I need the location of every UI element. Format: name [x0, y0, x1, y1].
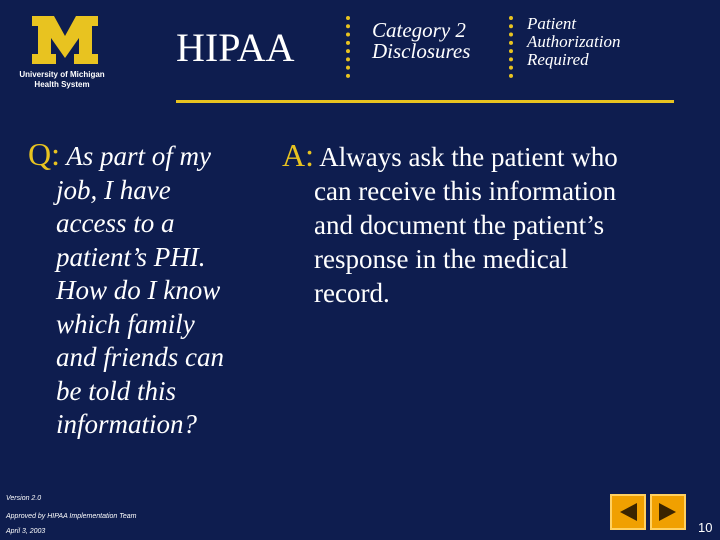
- footer-date: April 3, 2003: [6, 528, 46, 535]
- header-title: HIPAA: [176, 25, 295, 70]
- answer-block: [282, 138, 712, 310]
- patient-line-3: Required: [527, 50, 589, 69]
- question-line: information?: [56, 409, 198, 439]
- header-category: [372, 20, 470, 62]
- previous-slide-button[interactable]: [610, 494, 646, 530]
- header-divider: [509, 16, 513, 78]
- logo-line-2: Health System: [34, 80, 90, 89]
- question-line: be told this: [56, 375, 176, 406]
- triangle-right-icon: [657, 501, 679, 523]
- answer-line: and document the patient’s: [314, 210, 605, 240]
- page-number: 10: [698, 520, 713, 535]
- question-line: As part of my: [66, 141, 212, 171]
- next-slide-button[interactable]: [650, 494, 686, 530]
- logo-text: [8, 70, 116, 90]
- patient-line-1: Patient: [527, 14, 577, 33]
- question-line: access to a: [56, 208, 175, 238]
- triangle-left-icon: [617, 501, 639, 523]
- answer-line: response in the medical: [314, 244, 569, 274]
- header-divider: [346, 16, 350, 78]
- answer-line: can receive this information: [314, 176, 617, 206]
- question-line: and friends can: [56, 342, 224, 372]
- question-line: patient’s PHI.: [56, 241, 206, 272]
- answer-line: Always ask the patient who: [319, 142, 618, 172]
- question-line: which family: [56, 308, 195, 339]
- category-line-2: Disclosures: [372, 39, 471, 63]
- category-line-1: Category 2: [372, 18, 466, 42]
- block-m-icon: [30, 14, 100, 66]
- header-patient-authorization: [527, 15, 621, 69]
- question-prefix: Q:: [28, 136, 60, 172]
- answer-line: record.: [314, 278, 390, 308]
- question-line: job, I have: [56, 174, 171, 205]
- question-line: How do I know: [56, 275, 221, 305]
- footer-approved: Approved by HIPAA Implementation Team: [6, 513, 137, 520]
- patient-line-2: Authorization: [527, 32, 621, 51]
- question-block: [28, 138, 268, 442]
- header-rule: [176, 100, 674, 103]
- logo-line-1: University of Michigan: [19, 70, 105, 79]
- answer-prefix: A:: [282, 137, 314, 173]
- um-health-system-logo: [8, 14, 116, 94]
- footer-version: Version 2.0: [6, 495, 42, 502]
